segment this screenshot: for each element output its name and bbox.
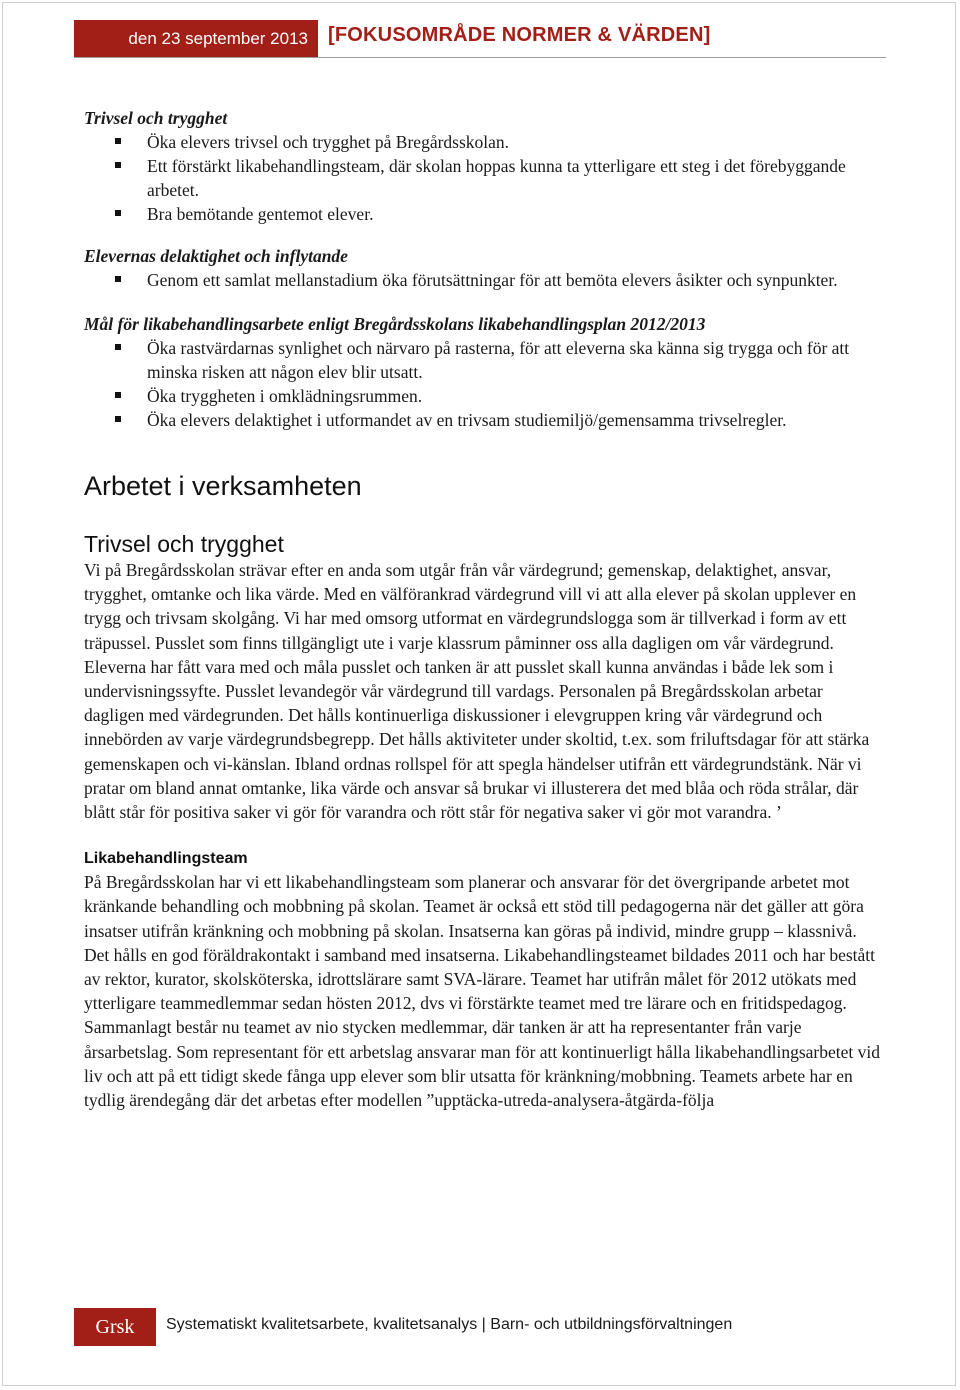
square-bullet-icon <box>115 344 121 350</box>
list-item <box>84 202 884 226</box>
footer-logo: Grsk <box>74 1308 156 1346</box>
goal-list-delaktighet <box>84 268 884 292</box>
square-bullet-icon <box>115 210 121 216</box>
header-title: [FOKUSOMRÅDE NORMER & VÄRDEN] <box>328 24 711 46</box>
square-bullet-icon <box>115 138 121 144</box>
goal-heading-trivsel: Trivsel och trygghet <box>84 108 228 128</box>
goal-list-trivsel <box>84 130 884 226</box>
subsection-title-likabehandlingsteam: Likabehandlingsteam <box>84 850 248 868</box>
section-title: Arbetet i verksamheten <box>84 471 362 501</box>
header-date: den 23 september 2013 <box>74 20 318 58</box>
list-item-text: Ett förstärkt likabehandlingsteam, där skolan hoppas kunna ta ytterligare ett steg i det förebyggande arbetet. <box>147 156 846 200</box>
square-bullet-icon <box>115 276 121 282</box>
goal-list-likabehandling <box>84 336 884 432</box>
list-item <box>84 336 884 384</box>
paragraph-likabehandlingsteam: På Bregårdsskolan har vi ett likabehandlingsteam som planerar och ansvarar för det övergripande arbetet mot kränkande behandling och mobbning på skolan. Teamet är också ett stöd till pedagogerna när det gäller att göra insatser utifrån kränkning och mobbning på skolan. Insatserna kan göras på individ, mindre grupp – klassnivå. Det hålls en god föräldrakontakt i samband med insatserna. Likabehandlingsteamet bildades 2011 och har bestått av rektor, kurator, skolsköterska, idrottslärare samt SVA-lärare. Teamet har utifrån målet för 2012 utökats med ytterligare teammedlemmar sedan hösten 2012, dvs vi förstärkte teamet med tre lärare och en fritidspedagog. Sammanlagt består nu teamet av nio stycken medlemmar, där tanken är att ha representanter från varje årsarbetslag. Som representant för ett arbetslag ansvarar man för att kontinuerligt hålla likabehandlingsarbetet vid liv och att på ett tidigt skede fånga upp elever som blir utsatta för kränkning/mobbning. Teamets arbete har en tydlig ärendegång där det arbetas efter modellen ”upptäcka-utreda-analysera-åtgärda-följa <box>84 872 880 1111</box>
list-item <box>84 154 884 202</box>
square-bullet-icon <box>115 162 121 168</box>
goal-heading-likabehandling: Mål för likabehandlingsarbete enligt Bregårdsskolans likabehandlingsplan 2012/2013 <box>84 314 706 334</box>
goal-heading-delaktighet: Elevernas delaktighet och inflytande <box>84 246 348 266</box>
document-body <box>84 106 884 1112</box>
list-item-text: Öka tryggheten i omklädningsrummen. <box>147 386 423 406</box>
list-item-text: Öka elevers delaktighet i utformandet av en trivsam studiemiljö/gemensamma trivselregler. <box>147 410 787 430</box>
square-bullet-icon <box>115 392 121 398</box>
list-item-text: Öka rastvärdarnas synlighet och närvaro på rasterna, för att eleverna ska känna sig trygga och för att minska risken att någon elev blir utsatt. <box>147 338 850 382</box>
header-divider <box>74 57 886 58</box>
list-item-text: Genom ett samlat mellanstadium öka förutsättningar för att bemöta elevers åsikter och synpunkter. <box>147 270 838 290</box>
list-item <box>84 384 884 408</box>
list-item <box>84 408 884 432</box>
list-item-text: Öka elevers trivsel och trygghet på Bregårdsskolan. <box>147 132 510 152</box>
list-item <box>84 130 884 154</box>
footer-text: Systematiskt kvalitetsarbete, kvalitetsanalys | Barn- och utbildningsförvaltningen <box>166 1316 733 1333</box>
paragraph-trivsel: Vi på Bregårdsskolan strävar efter en anda som utgår från vår värdegrund; gemenskap, delaktighet, ansvar, trygghet, omtanke och lika värde. Med en välförankrad värdegrund vill vi att alla elever på skolan upplever en trygg och trivsam skolgång. Vi har med omsorg utformat en värdegrundslogga som är tillverkad i form av ett träpussel. Pusslet som finns tillgängligt ute i varje klassrum påminner oss alla dagligen om vår värdegrund. Eleverna har fått vara med och måla pusslet och tanken är att pusslet skall kunna användas i både lek som i undervisningssyfte. Pusslet levandegör vår värdegrund till vardags. Personalen på Bregårdsskolan arbetar dagligen med värdegrunden. Det hålls kontinuerliga diskussioner i elevgruppen kring vår värdegrund och innebörden av varje värdegrundsbegrepp. Det hålls aktiviteter under skoltid, t.ex. som friluftsdagar för att stärka gemenskapen och vi-känslan. Ibland ordnas rollspel för att spegla händelser utifrån ett värdegrundstänk. När vi pratar om bland annat omtanke, lika värde och ansvar så brukar vi illusterera det med blåa och röda strålar, där blått står för positiva saker vi gör för varandra och rött står för negativa saker vi gör mot varandra. ’ <box>84 560 870 823</box>
square-bullet-icon <box>115 416 121 422</box>
list-item <box>84 268 884 292</box>
list-item-text: Bra bemötande gentemot elever. <box>147 204 374 224</box>
subsection-title-trivsel: Trivsel och trygghet <box>84 531 284 557</box>
